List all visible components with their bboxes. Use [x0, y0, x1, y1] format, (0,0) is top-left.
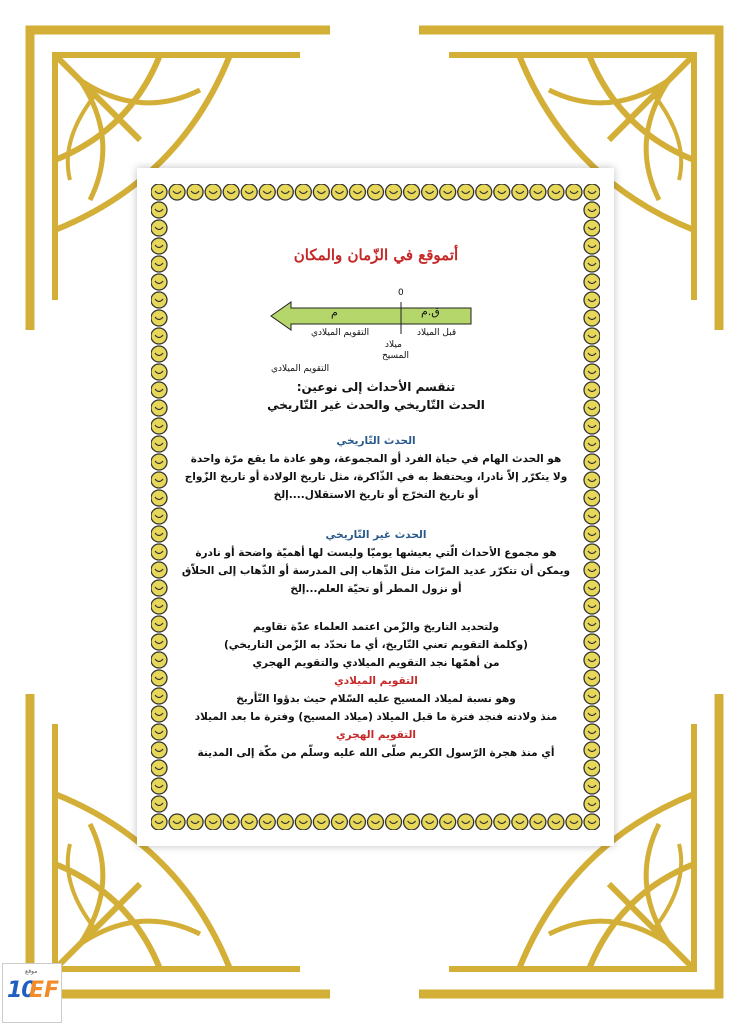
gregorian-heading: التقويم الميلادي [334, 675, 418, 687]
border-smiley-icon [331, 184, 347, 200]
calendars-line-1: ولتحديد التاريخ والزّمن اعتمد العلماء عدّة تقاويم [252, 621, 500, 633]
border-smiley-icon [151, 598, 167, 614]
border-smiley-icon [151, 760, 167, 776]
border-smiley-icon [151, 400, 167, 416]
border-smiley-icon [530, 814, 546, 830]
border-smiley-icon [584, 526, 600, 542]
border-smiley-icon [205, 184, 221, 200]
intro-line-2: الحدث التّاريخي والحدث غير التّاريخي [267, 398, 485, 412]
border-smiley-icon [584, 598, 600, 614]
border-smiley-icon [584, 688, 600, 704]
timeline-diagram [271, 288, 501, 384]
timeline-caption: التقويم الميلادي [271, 364, 330, 374]
timeline-label-bc: قبل الميلاد [417, 328, 457, 338]
border-smiley-icon [151, 706, 167, 722]
timeline-arrow [271, 302, 471, 330]
border-smiley-icon [584, 184, 600, 200]
hijri-line-1: أي منذ هجرة الرّسول الكريم صلّى الله عليه وسلّم من مكّة إلى المدينة [197, 747, 555, 759]
border-smiley-icon [368, 184, 384, 200]
border-smiley-icon [151, 688, 167, 704]
border-smiley-icon [259, 814, 275, 830]
border-smiley-icon [458, 814, 474, 830]
historical-heading: الحدث التّاريخي [336, 435, 416, 447]
border-smiley-icon [205, 814, 221, 830]
border-smiley-icon [584, 220, 600, 236]
border-smiley-icon [584, 238, 600, 254]
logo-small-text: موقع [25, 968, 38, 975]
border-smiley-icon [584, 724, 600, 740]
border-smiley-icon [584, 382, 600, 398]
border-smiley-icon [548, 184, 564, 200]
worksheet-content [171, 204, 581, 810]
border-smiley-icon [151, 346, 167, 362]
timeline-left-box: م [331, 306, 338, 319]
border-smiley-icon [458, 184, 474, 200]
border-smiley-icon [404, 184, 420, 200]
border-smiley-icon [151, 472, 167, 488]
border-smiley-icon [223, 814, 239, 830]
border-smiley-icon [584, 454, 600, 470]
non-historical-line-3: أو نزول المطر أو تحيّة العلم...إلخ [290, 583, 462, 595]
calendars-line-3: من أهمّها نجد التقويم الميلادي والتقويم الهجري [252, 657, 500, 669]
border-smiley-icon [584, 778, 600, 794]
border-smiley-icon [584, 490, 600, 506]
non-historical-heading: الحدث غير التّاريخي [325, 529, 427, 541]
border-smiley-icon [584, 256, 600, 272]
border-smiley-icon [422, 814, 438, 830]
border-smiley-icon [584, 274, 600, 290]
border-smiley-icon [313, 814, 329, 830]
border-smiley-icon [151, 310, 167, 326]
border-smiley-icon [349, 184, 365, 200]
border-smiley-icon [584, 544, 600, 560]
border-smiley-icon [241, 184, 257, 200]
border-smiley-icon [151, 238, 167, 254]
border-smiley-icon [151, 724, 167, 740]
border-smiley-icon [584, 580, 600, 596]
border-smiley-icon [331, 814, 347, 830]
border-smiley-icon [151, 580, 167, 596]
calendars-line-2: (وكلمة التقويم تعني التّاريخ، أي ما نحدّد به الزّمن التاريخي) [224, 639, 528, 651]
border-smiley-icon [584, 400, 600, 416]
border-smiley-icon [223, 184, 239, 200]
border-smiley-icon [494, 814, 510, 830]
border-smiley-icon [277, 814, 293, 830]
border-smiley-icon [422, 184, 438, 200]
border-smiley-icon [584, 436, 600, 452]
gregorian-line-2: منذ ولادته فنجد فترة ما قبل الميلاد (ميلاد المسيح) وفترة ما بعد الميلاد [194, 711, 558, 723]
timeline-zero: 0 [398, 288, 404, 298]
border-smiley-icon [566, 814, 582, 830]
border-smiley-icon [151, 652, 167, 668]
border-smiley-icon [566, 184, 582, 200]
logo-part-2: EF [29, 978, 60, 1003]
border-smiley-icon [584, 670, 600, 686]
gregorian-line-1: وهو نسبة لميلاد المسيح عليه السّلام حيث بدؤوا التّأريخ [236, 693, 516, 705]
border-smiley-icon [584, 310, 600, 326]
border-smiley-icon [584, 418, 600, 434]
hijri-heading: التقويم الهجري [336, 729, 416, 741]
border-smiley-icon [584, 742, 600, 758]
border-smiley-icon [151, 490, 167, 506]
border-smiley-icon [313, 184, 329, 200]
border-smiley-icon [584, 634, 600, 650]
border-smiley-icon [295, 184, 311, 200]
border-smiley-icon [151, 670, 167, 686]
border-smiley-icon [584, 472, 600, 488]
border-smiley-icon [476, 814, 492, 830]
border-smiley-icon [187, 814, 203, 830]
border-smiley-icon [151, 220, 167, 236]
worksheet-page [137, 168, 614, 846]
border-smiley-icon [151, 526, 167, 542]
border-smiley-icon [151, 292, 167, 308]
border-smiley-icon [548, 814, 564, 830]
border-smiley-icon [259, 184, 275, 200]
border-smiley-icon [349, 814, 365, 830]
border-smiley-icon [169, 814, 185, 830]
border-smiley-icon [440, 184, 456, 200]
logo-part-1: 10 [7, 978, 36, 1003]
border-smiley-icon [584, 202, 600, 218]
timeline-label-birth-1: ميلاد [385, 340, 402, 350]
border-smiley-icon [151, 796, 167, 812]
non-historical-line-1: هو مجموع الأحداث الّتي يعيشها يوميّا وليست لها أهميّة واضحة أو نادرة [195, 547, 557, 559]
border-smiley-icon [151, 382, 167, 398]
border-smiley-icon [151, 742, 167, 758]
border-smiley-icon [386, 814, 402, 830]
border-smiley-icon [368, 814, 384, 830]
border-smiley-icon [476, 184, 492, 200]
historical-line-2: ولا يتكرّر إلاّ نادرا، ويحتفظ به في الذّاكرة، مثل تاريخ الولادة أو تاريخ الزّواج [184, 471, 568, 483]
border-smiley-icon [151, 418, 167, 434]
timeline-right-box: ق.م [421, 305, 440, 318]
border-smiley-icon [151, 508, 167, 524]
border-smiley-icon [151, 454, 167, 470]
site-logo[interactable] [2, 963, 62, 1023]
border-smiley-icon [169, 184, 185, 200]
historical-line-3: أو تاريخ التخرّج أو تاريخ الاستقلال....إلخ [273, 489, 479, 501]
border-smiley-icon [584, 508, 600, 524]
timeline-label-ad: التقويم الميلادي [311, 328, 370, 338]
non-historical-line-2: ويمكن أن تتكرّر عديد المرّات مثل الذّهاب إلى المدرسة أو الذّهاب إلى الحلاّق [181, 565, 571, 577]
border-smiley-icon [584, 706, 600, 722]
intro-line-1: تنقسم الأحداث إلى نوعين: [296, 380, 456, 394]
border-smiley-icon [241, 814, 257, 830]
border-smiley-icon [187, 184, 203, 200]
border-smiley-icon [151, 562, 167, 578]
border-smiley-icon [151, 544, 167, 560]
border-smiley-icon [512, 184, 528, 200]
border-smiley-icon [295, 814, 311, 830]
border-smiley-icon [151, 328, 167, 344]
border-smiley-icon [584, 364, 600, 380]
border-smiley-icon [584, 292, 600, 308]
border-smiley-icon [151, 814, 167, 830]
border-smiley-icon [584, 760, 600, 776]
border-smiley-icon [151, 274, 167, 290]
border-smiley-icon [440, 814, 456, 830]
border-smiley-icon [584, 346, 600, 362]
border-smiley-icon [530, 184, 546, 200]
border-smiley-icon [151, 184, 167, 200]
page-title: أتموقع في الزّمان والمكان [293, 246, 459, 264]
border-smiley-icon [584, 616, 600, 632]
border-smiley-icon [151, 202, 167, 218]
border-smiley-icon [277, 184, 293, 200]
border-smiley-icon [584, 328, 600, 344]
border-smiley-icon [512, 814, 528, 830]
border-smiley-icon [494, 184, 510, 200]
border-smiley-icon [151, 256, 167, 272]
border-smiley-icon [151, 634, 167, 650]
timeline-label-birth-2: المسيح [382, 351, 409, 361]
border-smiley-icon [151, 778, 167, 794]
border-smiley-icon [584, 814, 600, 830]
border-smiley-icon [584, 652, 600, 668]
border-smiley-icon [151, 364, 167, 380]
border-smiley-icon [151, 616, 167, 632]
border-smiley-icon [386, 184, 402, 200]
border-smiley-icon [584, 796, 600, 812]
historical-line-1: هو الحدث الهام في حياة الفرد أو المجموعة، وهو عادة ما يقع مرّة واحدة [190, 453, 562, 465]
border-smiley-icon [151, 436, 167, 452]
border-smiley-icon [584, 562, 600, 578]
border-smiley-icon [404, 814, 420, 830]
